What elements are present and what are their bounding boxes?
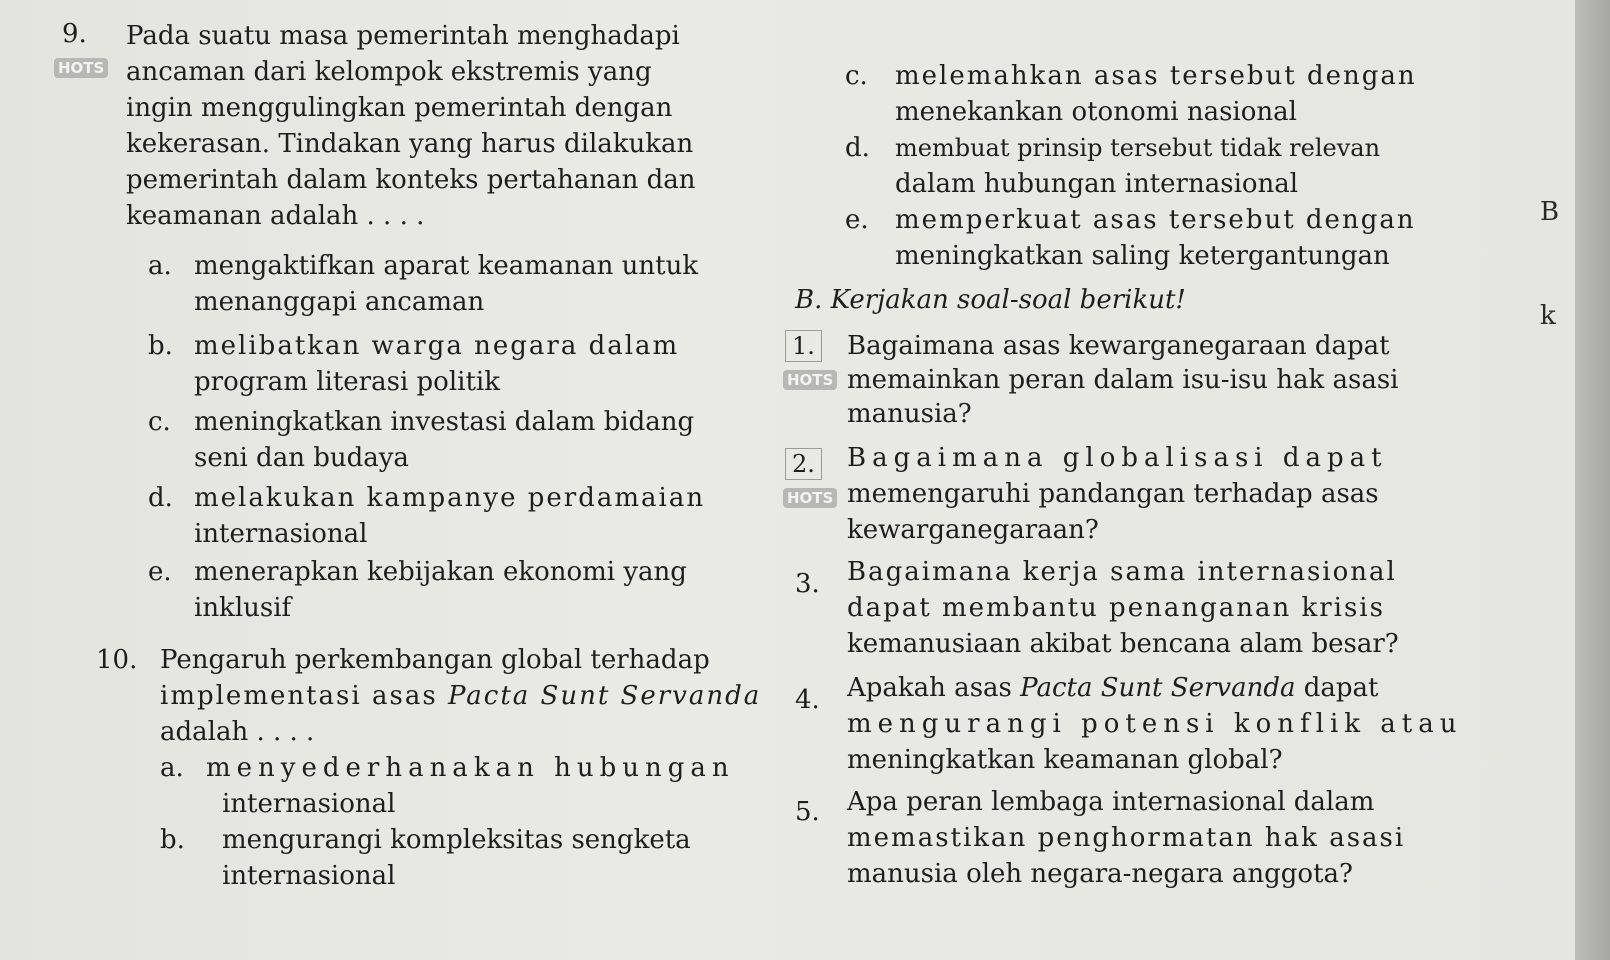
question-number: 1. [785, 330, 822, 362]
option-letter: b. [160, 825, 185, 855]
b-question-3-cont: dapat membantu penanganan krisis [847, 593, 1385, 623]
q10-option-b: mengurangi kompleksitas sengketa [222, 825, 691, 855]
q10-stem-line: Pengaruh perkembangan global terhadap [160, 645, 710, 675]
q9-stem-line: kekerasan. Tindakan yang harus dilakukan [126, 129, 694, 159]
option-letter: d. [845, 133, 870, 163]
b-question-5-cont: memastikan penghormatan hak asasi [847, 823, 1406, 853]
q9-option-d-right: membuat prinsip tersebut tidak relevan [895, 134, 1381, 162]
option-letter: d. [148, 483, 173, 513]
q10-option-a: menyederhanakan hubungan [206, 753, 735, 783]
q9-stem-line: keamanan adalah . . . . [126, 201, 425, 231]
question-number: 5. [795, 797, 820, 827]
q9-option-c-right: melemahkan asas tersebut dengan [895, 61, 1417, 91]
q9-stem-line: pemerintah dalam konteks pertahanan dan [126, 165, 696, 195]
q9-option-c: meningkatkan investasi dalam bidang [194, 407, 695, 437]
question-number: 2. [785, 448, 822, 480]
q9-option-c-right-cont: menekankan otonomi nasional [895, 97, 1297, 127]
b-question-4-text: dapat [1303, 673, 1379, 703]
question-number: 4. [795, 685, 820, 715]
q9-option-e-right: memperkuat asas tersebut dengan [895, 205, 1416, 235]
b-question-3-cont: kemanusiaan akibat bencana alam besar? [847, 629, 1399, 659]
q10-stem-text: implementasi asas [160, 681, 438, 711]
option-letter: b. [148, 331, 173, 361]
hots-badge: HOTS [783, 488, 837, 508]
option-letter: a. [160, 753, 184, 783]
question-number: 3. [795, 569, 820, 599]
b-question-2-cont: kewarganegaraan? [847, 515, 1099, 545]
b-question-1: Bagaimana asas kewarganegaraan dapat [847, 331, 1390, 361]
q9-option-c-cont: seni dan budaya [194, 443, 409, 473]
q9-stem-line: ingin menggulingkan pemerintah dengan [126, 93, 673, 123]
b-question-2-cont: memengaruhi pandangan terhadap asas [847, 479, 1379, 509]
b-question-4-text: Apakah asas [847, 673, 1012, 703]
q9-option-b-cont: program literasi politik [194, 367, 500, 397]
q9-option-a-cont: menanggapi ancaman [194, 287, 485, 317]
q9-option-d-right-cont: dalam hubungan internasional [895, 169, 1299, 199]
hots-badge: HOTS [54, 58, 108, 78]
q9-option-d: melakukan kampanye perdamaian [194, 483, 706, 513]
b-question-3: Bagaimana kerja sama internasional [847, 557, 1397, 587]
option-letter: a. [148, 251, 172, 281]
q9-option-a: mengaktifkan aparat keamanan untuk [194, 251, 699, 281]
b-question-4-italic: Pacta Sunt Servanda [1020, 673, 1296, 703]
b-question-2: Bagaimana globalisasi dapat [847, 443, 1388, 473]
q10-option-a-cont: internasional [222, 789, 396, 819]
q10-stem-line: adalah . . . . [160, 717, 315, 747]
hots-badge: HOTS [783, 370, 837, 390]
option-letter: c. [148, 407, 171, 437]
b-question-1-cont: memainkan peran dalam isu-isu hak asasi [847, 365, 1399, 395]
b-question-5-cont: manusia oleh negara-negara anggota? [847, 859, 1353, 889]
b-question-4 [847, 672, 1378, 704]
edge-fragment: B [1540, 197, 1560, 227]
q10-stem-line [160, 680, 761, 712]
page-edge-shadow [1575, 0, 1610, 960]
b-question-4-cont: meningkatkan keamanan global? [847, 745, 1283, 775]
section-b-heading: B. Kerjakan soal-soal berikut! [795, 285, 1186, 315]
option-letter: e. [845, 205, 869, 235]
b-question-4-cont: mengurangi potensi konflik atau [847, 709, 1463, 739]
q9-option-e-right-cont: meningkatkan saling ketergantungan [895, 241, 1390, 271]
edge-fragment: k [1540, 301, 1556, 331]
question-number: 9. [62, 19, 87, 49]
q9-option-d-cont: internasional [194, 519, 368, 549]
q9-option-e-cont: inklusif [194, 593, 292, 623]
option-letter: e. [148, 557, 172, 587]
q10-stem-italic: Pacta Sunt Servanda [447, 681, 762, 711]
q10-option-b-cont: internasional [222, 861, 396, 891]
b-question-5: Apa peran lembaga internasional dalam [847, 787, 1375, 817]
b-question-1-cont: manusia? [847, 399, 972, 429]
q9-stem-line: Pada suatu masa pemerintah menghadapi [126, 21, 680, 51]
question-number: 10. [96, 645, 138, 675]
q9-stem-line: ancaman dari kelompok ekstremis yang [126, 57, 652, 87]
option-letter: c. [845, 61, 868, 91]
q9-option-e: menerapkan kebijakan ekonomi yang [194, 557, 687, 587]
q9-option-b: melibatkan warga negara dalam [194, 331, 680, 361]
